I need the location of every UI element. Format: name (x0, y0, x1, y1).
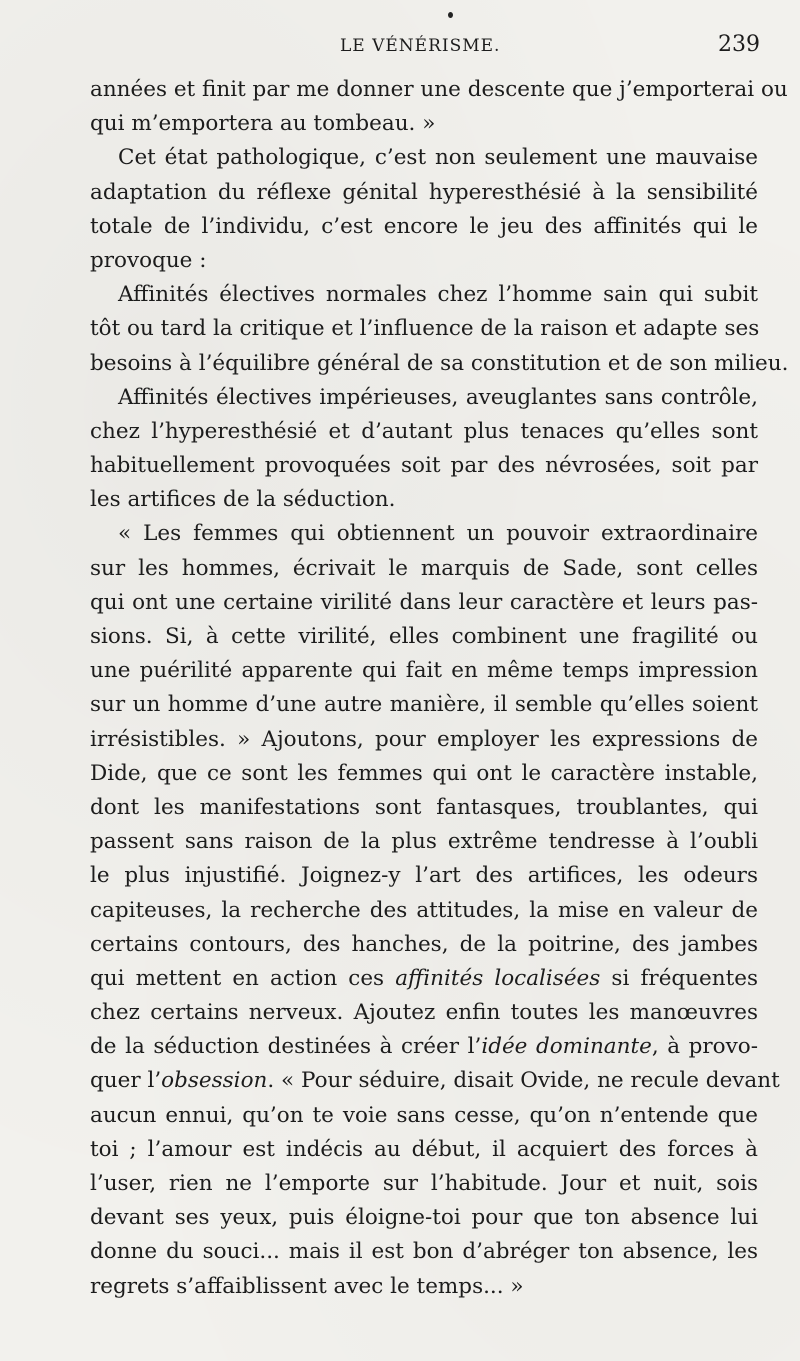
body-text (90, 73, 789, 1304)
text-line: dont les manifestations sont fantasques, troublantes, qui (90, 794, 758, 820)
text-line: années et finit par me donner une descente que j’emporterai ou (90, 77, 788, 102)
text-line: provoque : (90, 247, 207, 273)
text-line: donne du souci... mais il est bon d’abréger ton absence, les (90, 1239, 758, 1265)
text-segment: quer l’ (90, 1068, 162, 1094)
text-line (90, 1064, 780, 1098)
text-segment: . « Pour séduire, disait Ovide, ne recule devant (267, 1068, 780, 1094)
text-line (90, 962, 758, 996)
text-line (90, 1030, 758, 1064)
text-line: habituellement provoquées soit par des névrosées, soit par (90, 453, 758, 479)
page-number: 239 (718, 32, 760, 57)
text-segment: de la séduction destinées à créer l’ (90, 1034, 482, 1060)
text-line: une puérilité apparente qui fait en même temps impression (90, 658, 758, 684)
text-line: chez l’hyperesthésié et d’autant plus tenaces qu’elles sont (90, 418, 758, 444)
text-line: sur un homme d’une autre manière, il semble qu’elles soient (90, 692, 758, 718)
text-segment: , à provo- (651, 1034, 758, 1060)
text-line: regrets s’affaiblissent avec le temps... » (90, 1273, 524, 1299)
italic-phrase: affinités localisées (395, 965, 601, 991)
text-line: devant ses yeux, puis éloigne-toi pour que ton absence lui (90, 1205, 758, 1231)
text-line: Affinités électives impérieuses, aveuglantes sans contrôle, (118, 384, 758, 410)
text-line: adaptation du réflexe génital hyperesthésié à la sensibilité (90, 179, 758, 205)
text-line: sur les hommes, écrivait le marquis de Sade, sont celles (90, 555, 758, 581)
text-segment: qui mettent en action ces (90, 965, 396, 991)
text-line: Dide, que ce sont les femmes qui ont le caractère instable, (90, 760, 758, 786)
text-line: capiteuses, la recherche des attitudes, la mise en valeur de (90, 897, 758, 923)
text-line: « Les femmes qui obtiennent un pouvoir extraordinaire (118, 521, 758, 547)
text-line: besoins à l’équilibre général de sa constitution et de son milieu. (90, 350, 789, 376)
text-line: passent sans raison de la plus extrême tendresse à l’oubli (90, 829, 758, 855)
text-line: chez certains nerveux. Ajoutez enfin toutes les manœuvres (90, 1000, 758, 1026)
text-line: toi ; l’amour est indécis au début, il acquiert des forces à (90, 1136, 758, 1162)
text-segment: si fréquentes (600, 965, 758, 991)
running-title: LE VÉNÉRISME. (340, 36, 501, 56)
text-line: tôt ou tard la critique et l’influence de la raison et adapte ses (90, 316, 760, 342)
text-line: l’user, rien ne l’emporte sur l’habitude. Jour et nuit, sois (90, 1171, 758, 1196)
page-header (0, 30, 800, 60)
text-line: aucun ennui, qu’on te voie sans cesse, qu’on n’entende que (90, 1102, 758, 1128)
text-line: sions. Si, à cette virilité, elles combinent une fragilité ou (90, 624, 758, 649)
text-line: le plus injustifié. Joignez-y l’art des artifices, les odeurs (90, 863, 758, 889)
text-line: les artifices de la séduction. (90, 487, 396, 513)
italic-phrase: obsession (161, 1068, 268, 1094)
text-line: irrésistibles. » Ajoutons, pour employer les expressions de (90, 726, 758, 752)
italic-phrase: idée dominante (481, 1034, 652, 1060)
text-line: qui ont une certaine virilité dans leur caractère et leurs pas- (90, 589, 758, 615)
text-line: totale de l’individu, c’est encore le jeu des affinités qui le (90, 213, 758, 239)
text-line: Affinités électives normales chez l’homme sain qui subit (118, 282, 758, 308)
text-line: certains contours, des hanches, de la poitrine, des jambes (90, 931, 758, 957)
ink-dot (448, 12, 453, 18)
text-line: Cet état pathologique, c’est non seulement une mauvaise (118, 145, 758, 171)
text-line: qui m’emportera au tombeau. » (90, 111, 436, 137)
